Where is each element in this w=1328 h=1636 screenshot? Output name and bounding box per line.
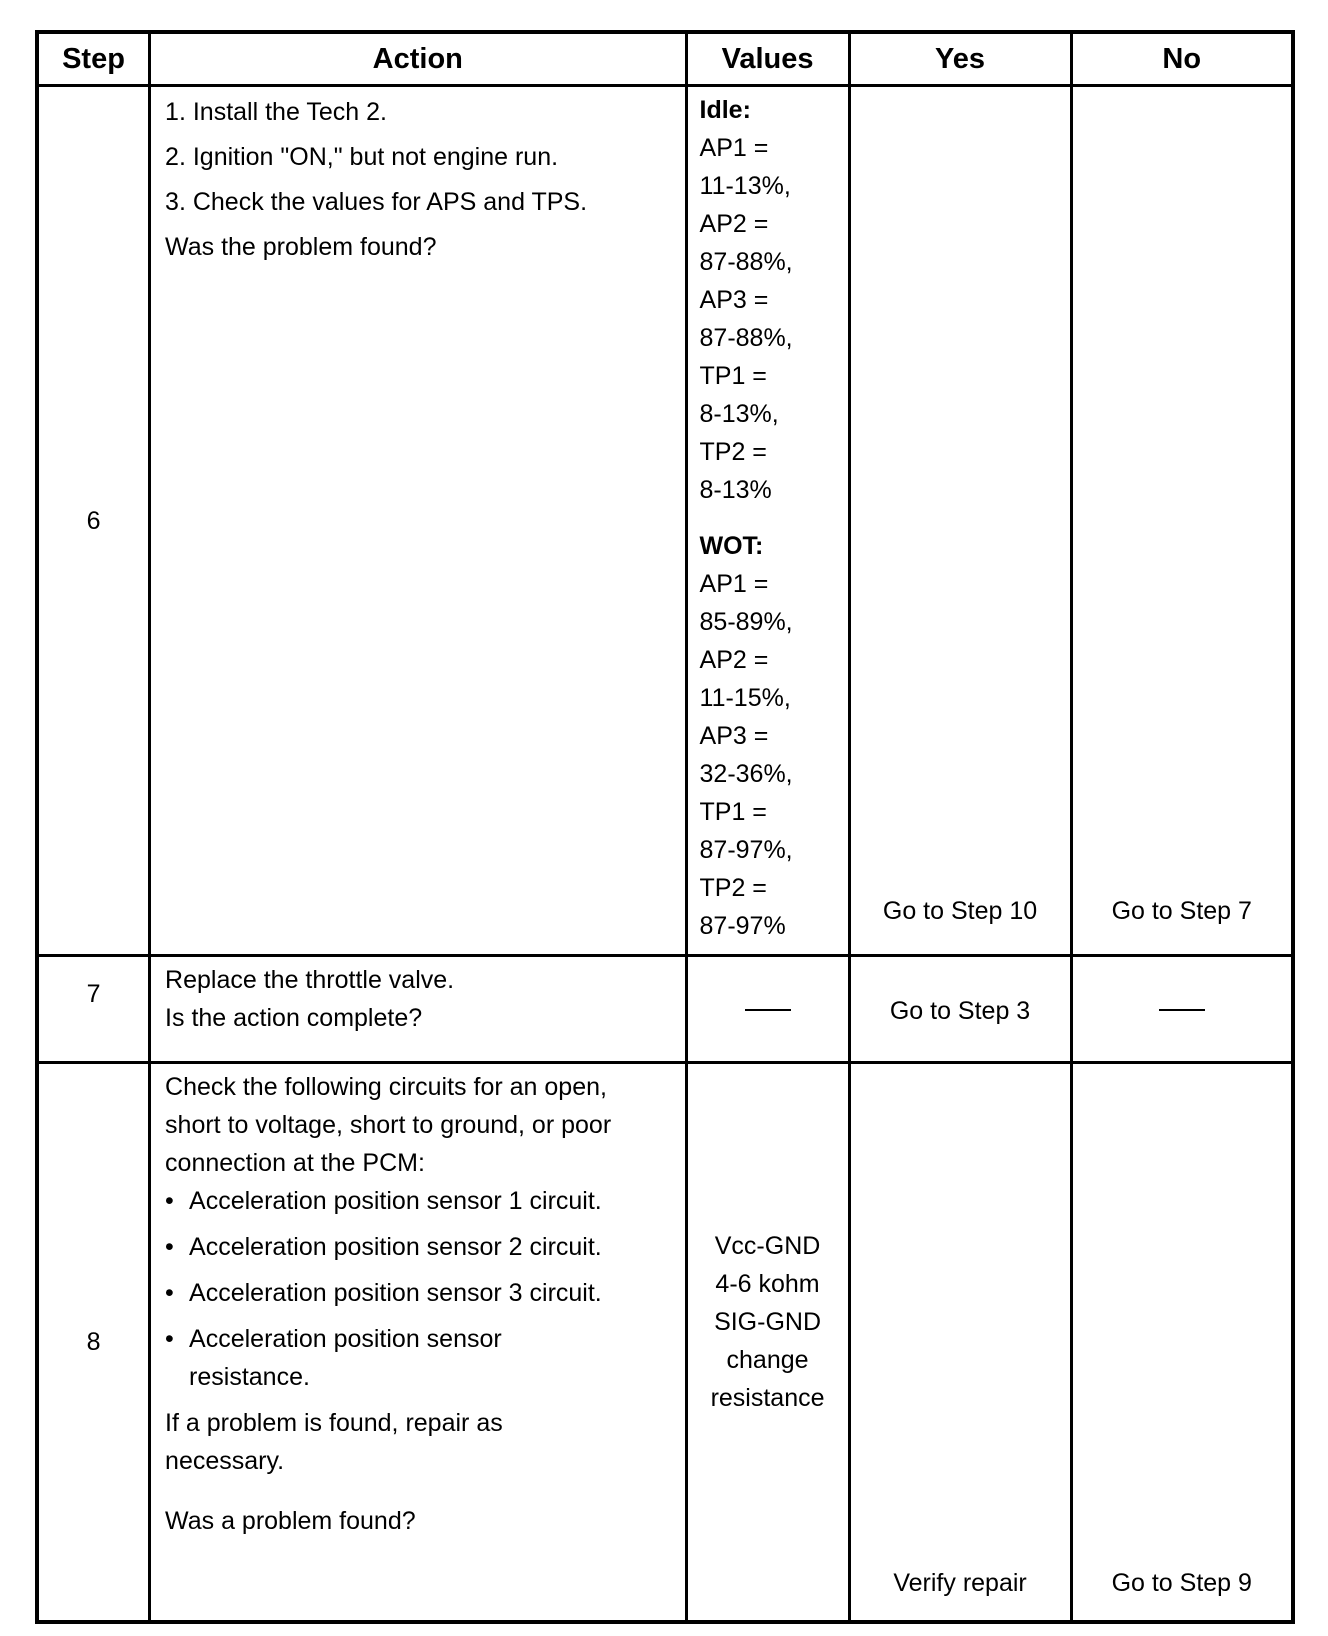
header-action: Action (150, 32, 686, 86)
value-line: 87-97%, (699, 836, 793, 864)
bullet-icon: • (165, 1187, 174, 1215)
action-outro: If a problem is found, repair as necessary. (165, 1409, 503, 1475)
bullet-item: • Acceleration position sensor 1 circuit. (165, 1182, 674, 1220)
step-number: 8 (37, 1063, 150, 1623)
bullet-icon: • (165, 1325, 174, 1353)
action-line: connection at the PCM: (165, 1149, 425, 1177)
value-line: 87-97% (699, 912, 786, 940)
value-line: 87-88%, (699, 248, 793, 276)
step-number-text: 7 (86, 980, 101, 1008)
value-line: TP1 = (699, 798, 767, 826)
table-row (37, 1063, 1293, 1623)
spacer (700, 509, 842, 527)
action-line: 3. Check the values for APS and TPS. (165, 188, 588, 216)
value-line: SIG-GND (714, 1308, 822, 1336)
step-number (37, 956, 150, 1063)
values-cell (686, 1063, 849, 1623)
dash-placeholder (745, 1009, 791, 1011)
wot-label: WOT: (699, 532, 764, 560)
action-line: 1. Install the Tech 2. (165, 98, 387, 126)
value-line: 8-13% (699, 476, 772, 504)
table-row (37, 86, 1293, 956)
value-line: AP3 = (699, 722, 769, 750)
bullet-item: • Acceleration position sensor 3 circuit. (165, 1274, 674, 1312)
action-question: Is the action complete? (165, 1004, 423, 1032)
value-line: AP2 = (699, 210, 769, 238)
value-line: AP3 = (699, 286, 769, 314)
value-line: AP2 = (699, 646, 769, 674)
header-yes: Yes (849, 32, 1071, 86)
action-cell (150, 86, 686, 956)
header-no: No (1071, 32, 1293, 86)
value-line: TP2 = (699, 874, 767, 902)
idle-label: Idle: (699, 96, 751, 124)
action-line: Replace the throttle valve. (165, 966, 455, 994)
value-line: AP1 = (699, 134, 769, 162)
table-row (37, 956, 1293, 1063)
values-cell (686, 956, 849, 1063)
value-line: resistance (710, 1384, 825, 1412)
bullet-item: • Acceleration position sensor 2 circuit. (165, 1228, 674, 1266)
action-question: Was a problem found? (165, 1507, 416, 1535)
bullet-item: • Acceleration position sensor resistance. (165, 1320, 674, 1396)
header-values: Values (686, 32, 849, 86)
action-question: Was the problem found? (165, 233, 437, 261)
no-cell: Go to Step 9 (1071, 1063, 1293, 1623)
header-row (37, 32, 1293, 86)
value-line: TP1 = (699, 362, 767, 390)
value-line: 8-13%, (699, 400, 779, 428)
values-cell (686, 86, 849, 956)
dash-placeholder (1159, 1009, 1205, 1011)
action-cell (150, 1063, 686, 1623)
value-line: Vcc-GND (714, 1232, 821, 1260)
yes-cell: Go to Step 10 (849, 86, 1071, 956)
diagnostic-table (35, 30, 1295, 1624)
step-number: 6 (37, 86, 150, 956)
action-line: Check the following circuits for an open, (165, 1073, 607, 1101)
value-line: 4-6 kohm (715, 1270, 820, 1298)
action-line: short to voltage, short to ground, or poor (165, 1111, 612, 1139)
no-cell (1071, 956, 1293, 1063)
bullet-icon: • (165, 1233, 174, 1261)
value-line: 11-13%, (699, 172, 791, 200)
no-cell: Go to Step 7 (1071, 86, 1293, 956)
header-step: Step (37, 32, 150, 86)
value-line: change (726, 1346, 809, 1374)
bullet-icon: • (165, 1279, 174, 1307)
yes-cell: Go to Step 3 (849, 956, 1071, 1063)
value-line: TP2 = (699, 438, 767, 466)
value-line: 87-88%, (699, 324, 793, 352)
action-line: 2. Ignition "ON," but not engine run. (165, 143, 559, 171)
action-cell (150, 956, 686, 1063)
value-line: 85-89%, (699, 608, 793, 636)
value-line: 11-15%, (699, 684, 791, 712)
value-line: 32-36%, (699, 760, 793, 788)
value-line: AP1 = (699, 570, 769, 598)
yes-cell: Verify repair (849, 1063, 1071, 1623)
